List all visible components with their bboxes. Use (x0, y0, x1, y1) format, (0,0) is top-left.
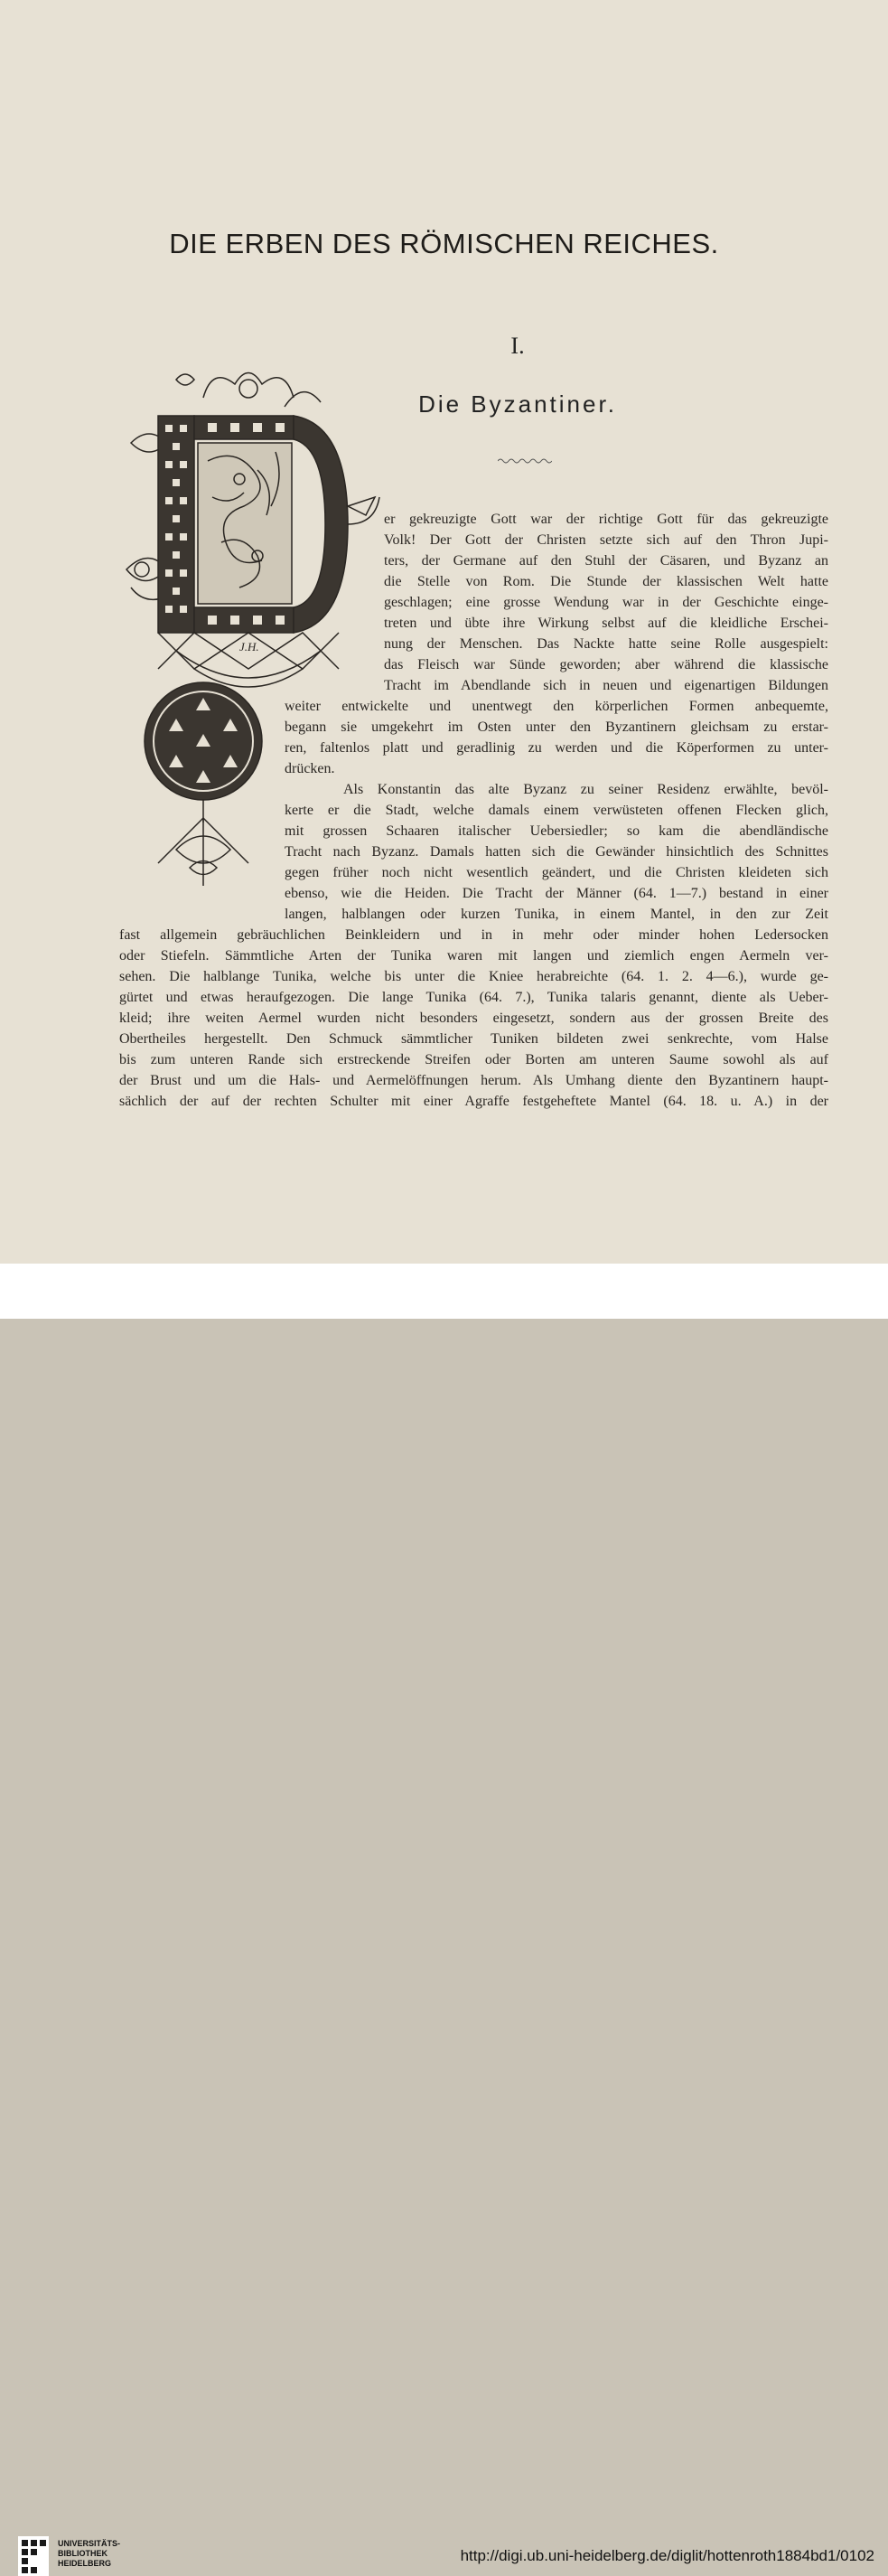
body-line: treten und übte ihre Wirkung selbst auf die kleidliche Erschei- (384, 616, 828, 631)
footer-bar (0, 1264, 888, 2568)
body-line: kerte er die Stadt, welche damals einem verwüsteten offenen Flecken glich, (285, 803, 828, 818)
body-line: fast allgemein gebräuchlichen Beinkleidern und in in mehr oder minder hohen Ledersocken (119, 927, 828, 943)
chapter-numeral: I. (510, 333, 525, 359)
body-line: begann sie umgekehrt im Osten unter den Byzantinern gleichsam zu erstar- (285, 719, 828, 735)
body-line: ren, faltenlos platt und geradlinig zu werden und die Köperformen zu unter- (285, 740, 828, 756)
library-name: UNIVERSITÄTS- BIBLIOTHEK HEIDELBERG (58, 2539, 121, 2568)
document-page (0, 0, 888, 1264)
body-line: der Brust und um die Hals- und Aermelöffnungen herum. Als Umhang diente den Byzantinern haupt- (119, 1073, 828, 1088)
body-line: er gekreuzigte Gott war der richtige Gott für das gekreuzigte (384, 512, 828, 527)
ornamental-divider (498, 457, 552, 465)
body-line: sehen. Die halblange Tunika, welche bis unter die Kniee herabreichte (64. 1. 2. 4—6.), wurde ge- (119, 969, 828, 984)
university-library-logo (18, 2536, 49, 2576)
body-line: Tracht nach Byzanz. Damals hatten sich die Gewänder hinsichtlich des Schnittes (285, 844, 828, 860)
body-line: langen, halblangen oder kurzen Tunika, in einem Mantel, in den zur Zeit (285, 907, 828, 922)
body-line: weiter entwickelte und unentwegt den körperlichen Formen anbequemte, (285, 699, 828, 714)
source-url[interactable]: http://digi.ub.uni-heidelberg.de/diglit/hottenroth1884bd1/0102 (460, 2547, 874, 2564)
body-line: mit grossen Schaaren italischer Uebersiedler; so kam die abendländische (285, 823, 828, 839)
body-line: sächlich der auf der rechten Schulter mit einer Agraffe festgeheftete Mantel (64. 18. u. A.) in der (119, 1094, 828, 1109)
body-line: geschlagen; eine grosse Wendung war in der Geschichte einge- (384, 595, 828, 610)
body-line: Obertheiles hergestellt. Den Schmuck sämmtlicher Tuniken bildeten zwei senkrechte, vom Halse (119, 1031, 828, 1047)
body-line: die Stelle von Rom. Die Stunde der klassischen Welt hatte (384, 574, 828, 589)
body-line: Tracht im Abendlande sich in neuen und eigenartigen Bildungen (384, 678, 828, 693)
body-line: bis zum unteren Rande sich erstreckende Streifen oder Borten am unteren Saume sowohl als auf (119, 1052, 828, 1067)
initial-signature: J.H. (239, 640, 259, 653)
body-line: ters, der Germane auf den Stuhl der Cäsaren, und Byzanz an (384, 553, 828, 569)
body-line: das Fleisch war Sünde geworden; aber während die klassische (384, 657, 828, 672)
body-line: gegen früher noch nicht wesentlich geändert, und die Christen kleideten sich (285, 865, 828, 880)
page-title: DIE ERBEN DES RÖMISCHEN REICHES. (169, 228, 719, 259)
body-line: Als Konstantin das alte Byzanz zu seiner Residenz erwählte, bevöl- (343, 782, 828, 797)
body-line: oder Stiefeln. Sämmtliche Arten der Tunika waren mit langen und ziemlich engen Aermeln ver- (119, 948, 828, 964)
chapter-title: Die Byzantiner. (418, 390, 617, 418)
body-line: drücken. (285, 761, 335, 776)
body-line: gürtet und etwas heraufgezogen. Die lange Tunika (64. 7.), Tunika talaris genannt, diente als Ueber- (119, 990, 828, 1005)
body-line: ebenso, wie die Heiden. Die Tracht der Männer (64. 1—7.) bestand in einer (285, 886, 828, 901)
body-line: Volk! Der Gott der Christen setzte sich auf den Thron Jupi- (384, 532, 828, 548)
body-line: kleid; ihre weiten Aermel wurden nicht besonders eingesetzt, sondern aus der grossen Breite des (119, 1011, 828, 1026)
body-line: nung der Menschen. Das Nackte hatte seine Rolle ausgespielt: (384, 636, 828, 652)
